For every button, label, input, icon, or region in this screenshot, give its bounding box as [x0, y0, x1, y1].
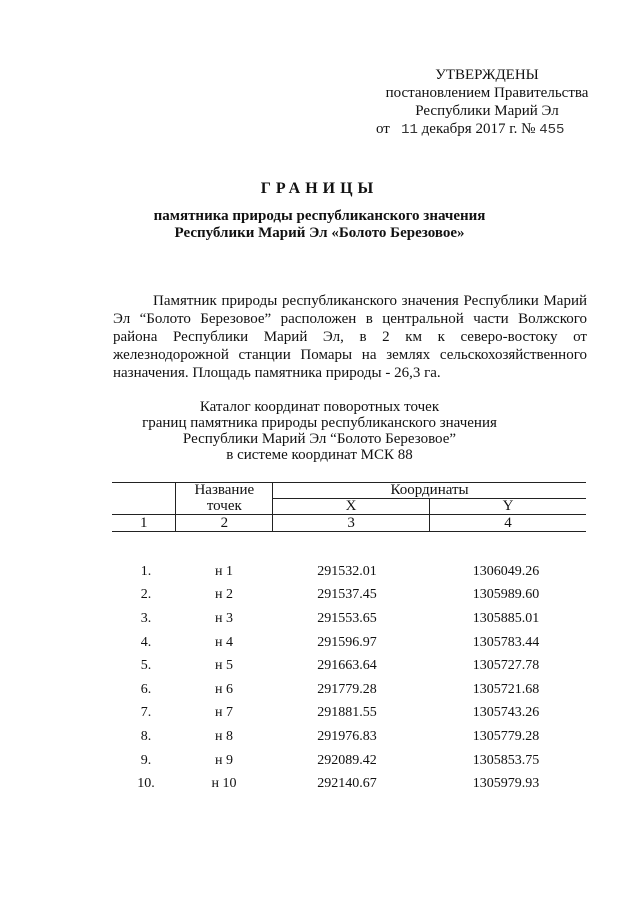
coordinate-x: 291976.83 [317, 728, 377, 744]
subtitle-line-1: памятника природы республиканского значения [153, 208, 486, 224]
table-row [112, 607, 586, 631]
coordinate-x: 292089.42 [317, 752, 377, 768]
point-name: н 1 [215, 563, 233, 579]
catalog-heading [0, 399, 639, 463]
catalog-line-2: границ памятника природы республиканского значения [142, 415, 497, 431]
approval-date-day: 11 [401, 122, 418, 138]
point-number: 2. [140, 587, 152, 603]
point-name: н 4 [215, 634, 233, 650]
table-row [112, 584, 586, 608]
point-name: н 10 [211, 776, 237, 792]
point-number: 9. [140, 752, 152, 768]
header-index-1: 1 [112, 515, 176, 532]
coordinate-x: 291663.64 [317, 658, 377, 674]
approval-date-line [372, 120, 602, 139]
table-row [112, 560, 586, 584]
coordinate-x: 291881.55 [317, 705, 377, 721]
approval-heading: УТВЕРЖДЕНЫ [435, 67, 539, 83]
point-name: н 5 [215, 658, 233, 674]
coordinates-table-header [112, 482, 586, 532]
point-name: н 9 [215, 752, 233, 768]
header-name-1: Название [176, 483, 273, 499]
header-x: X [345, 498, 357, 514]
header-index-2: 2 [176, 515, 273, 532]
document-subtitle [0, 208, 639, 242]
catalog-line-1: Каталог координат поворотных точек [199, 399, 440, 415]
coordinate-x: 291779.28 [317, 681, 377, 697]
coordinate-y: 1305779.28 [472, 728, 540, 744]
table-row [112, 725, 586, 749]
coordinate-y: 1305721.68 [472, 681, 540, 697]
header-index-3: 3 [273, 515, 430, 532]
coordinate-y: 1306049.26 [472, 563, 540, 579]
coordinate-x: 291553.65 [317, 610, 377, 626]
header-name-2: точек [176, 499, 273, 515]
approval-line-2: Республики Марий Эл [415, 103, 559, 119]
header-index-4: 4 [430, 515, 586, 532]
coordinate-y: 1305743.26 [472, 705, 540, 721]
table-row [112, 678, 586, 702]
coordinate-x: 292140.67 [317, 776, 377, 792]
approval-date-prefix: от [376, 121, 390, 137]
coordinate-y: 1305979.93 [472, 776, 540, 792]
point-name: н 2 [215, 587, 233, 603]
point-name: н 3 [215, 610, 233, 626]
header-number-blank [112, 483, 176, 515]
coordinate-y: 1305727.78 [472, 658, 540, 674]
coordinate-y: 1305885.01 [472, 610, 540, 626]
description-paragraph: Памятник природы республиканского значения Республики Марий Эл “Болото Березовое” расположен в центральной части Волжского района Республики Марий Эл, в 2 км к северо-востоку от железнодорожной станции Помары на землях сельскохозяйственного назначения. Площадь памятника природы - 26,3 га. [113, 293, 587, 381]
table-row [112, 772, 586, 796]
point-number: 6. [140, 681, 152, 697]
header-coordinates: Координаты [273, 483, 586, 499]
subtitle-line-2: Республики Марий Эл «Болото Березовое» [174, 225, 465, 241]
header-y: Y [430, 499, 586, 515]
document-title: ГРАНИЦЫ [260, 180, 379, 197]
coordinate-x: 291532.01 [317, 563, 377, 579]
point-number: 8. [140, 728, 152, 744]
point-number: 4. [140, 634, 152, 650]
point-number: 3. [140, 610, 152, 626]
catalog-line-3: Республики Марий Эл “Болото Березовое” [182, 431, 457, 447]
table-row [112, 702, 586, 726]
approval-number: 455 [539, 122, 565, 138]
catalog-line-4: в системе координат МСК 88 [226, 447, 413, 463]
coordinate-x: 291596.97 [317, 634, 377, 650]
coordinates-table-body [112, 560, 586, 796]
point-name: н 6 [215, 681, 233, 697]
table-row [112, 654, 586, 678]
point-number: 5. [140, 658, 152, 674]
point-number: 7. [140, 705, 152, 721]
coordinate-y: 1305853.75 [472, 752, 540, 768]
table-row [112, 631, 586, 655]
point-number: 10. [137, 776, 155, 792]
point-name: н 7 [215, 705, 233, 721]
approval-line-1: постановлением Правительства [385, 85, 589, 101]
coordinate-y: 1305783.44 [472, 634, 540, 650]
coordinate-x: 291537.45 [317, 587, 377, 603]
table-row [112, 749, 586, 773]
approval-date-rest: декабря 2017 г. № [421, 121, 536, 137]
point-name: н 8 [215, 728, 233, 744]
approval-stamp [372, 66, 602, 139]
point-number: 1. [140, 563, 152, 579]
coordinate-y: 1305989.60 [472, 587, 540, 603]
